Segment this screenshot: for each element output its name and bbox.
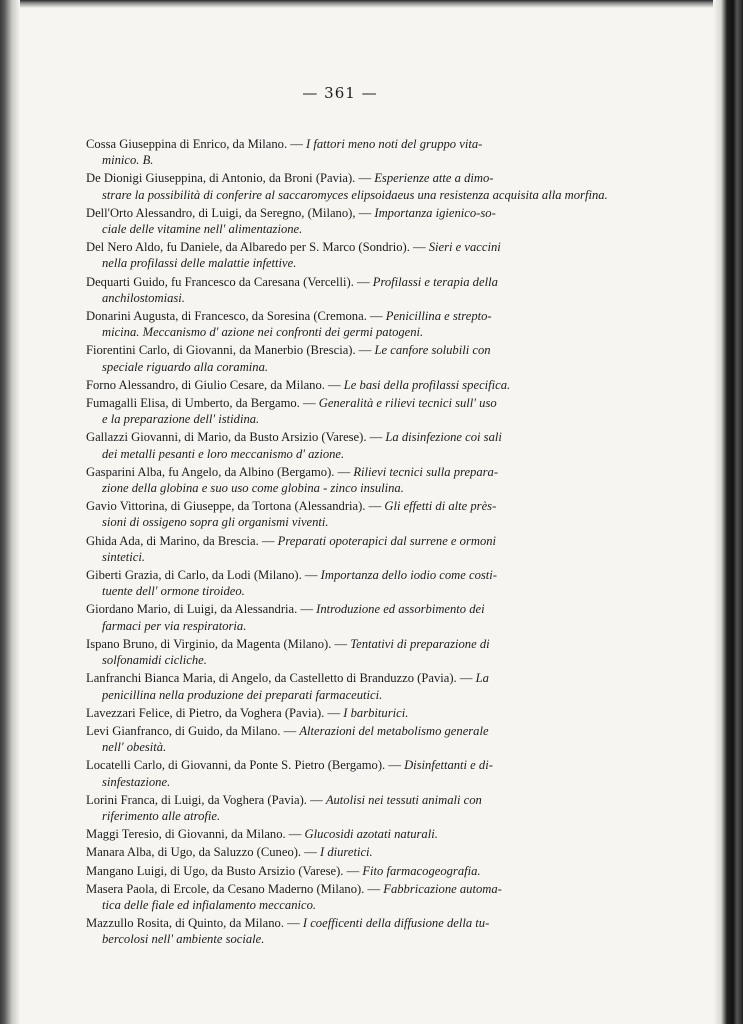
entry-author: Levi Gianfranco, di Guido, da Milano. (86, 723, 281, 738)
list-item (86, 274, 616, 306)
entry-author: Del Nero Aldo, fu Daniele, da Albaredo per S. Marco (Sondrio). (86, 240, 410, 255)
list-item (86, 136, 616, 168)
entry-separator: — (301, 568, 321, 583)
entry-author: Lorini Franca, di Luigi, da Voghera (Pavia). (86, 792, 307, 807)
entry-author: Mangano Luigi, di Ugo, da Busto Arsizio (Varese). (86, 863, 344, 878)
entry-title-continued: e la preparazione dell' istidina. (102, 412, 260, 427)
list-item (86, 342, 616, 374)
entry-title: Le canfore solubili con (374, 343, 491, 358)
entry-title: Generalità e rilievi tecnici sull' uso (318, 396, 497, 411)
entry-title: Glucosidi azotati naturali. (304, 827, 438, 842)
entry-author: Locatelli Carlo, di Giovanni, da Ponte S. Pietro (Bergamo). (86, 758, 386, 773)
entry-separator: — (364, 881, 384, 896)
entry-author: Dequarti Guido, fu Francesco da Caresana (Vercelli). (86, 274, 354, 289)
scan-edge-left (0, 0, 20, 1024)
list-item (86, 670, 616, 702)
entry-separator: — (355, 343, 375, 358)
entry-author: Fumagalli Elisa, di Umberto, da Bergamo. (86, 396, 300, 411)
entry-title: Alterazioni del metabolismo generale (299, 723, 489, 738)
entry-title-continued: riferimento alle atrofie. (102, 808, 221, 823)
entry-author: Manara Alba, di Ugo, da Saluzzo (Cuneo). (86, 845, 302, 860)
entry-separator: — (299, 396, 319, 411)
entry-title-continued: micina. Meccanismo d' azione nei confronti dei germi patogeni. (102, 325, 424, 340)
entry-author: Gallazzi Giovanni, di Mario, da Busto Arsizio (Varese). (86, 430, 367, 445)
entry-separator: — (385, 758, 405, 773)
entry-author: Giberti Grazia, di Carlo, da Lodi (Milano). (86, 568, 302, 583)
entry-title-continued: strare la possibilità di conferire al saccaromyces elipsoidaeus una resistenza acquisita alla morfina. (102, 187, 608, 202)
list-item (86, 498, 616, 530)
list-item (86, 826, 616, 842)
entry-author: Lanfranchi Bianca Maria, di Angelo, da Castelletto di Branduzzo (Pavia). (86, 671, 457, 686)
entry-title-continued: farmaci per via respiratoria. (102, 618, 247, 633)
entry-title: I fattori meno noti del gruppo vita- (306, 137, 483, 151)
entry-separator: — (365, 499, 385, 514)
entry-title: Disinfettanti e di- (404, 758, 493, 773)
list-item (86, 881, 616, 913)
entry-title: Profilassi e terapia della (372, 274, 498, 289)
entry-title: Gli effetti di alte près- (384, 499, 497, 514)
entry-title-continued: minico. B. (102, 153, 154, 168)
entry-title-continued: ciale delle vitamine nell' alimentazione. (102, 222, 303, 237)
entry-separator: — (301, 845, 320, 860)
entry-author: De Dionigi Giuseppina, di Antonio, da Broni (Pavia). (86, 171, 356, 186)
entry-separator: — (324, 705, 344, 720)
entry-title: Sieri e vaccini (428, 240, 501, 255)
list-item (86, 377, 616, 393)
entry-title: Autolisi nei tessuti animali con (325, 792, 482, 807)
entry-separator: — (355, 171, 375, 186)
entry-author: Ispano Bruno, di Virginio, da Magenta (Milano). (86, 636, 332, 651)
entry-title-continued: tuente dell' ormone tiroideo. (102, 584, 245, 599)
list-item (86, 395, 616, 427)
entry-title: Fabbricazione automa- (383, 881, 502, 896)
entry-title: La (475, 671, 489, 686)
entry-author: Donarini Augusta, di Francesco, da Soresina (Cremona. (86, 309, 367, 324)
entry-title: Tentativi di preparazione di (350, 636, 490, 651)
entry-separator: — (355, 205, 375, 220)
list-item (86, 723, 616, 755)
entry-title: Rilievi tecnici sulla prepara- (353, 464, 499, 479)
list-item (86, 308, 616, 340)
entry-author: Ghida Ada, di Marino, da Brescia. (86, 533, 259, 548)
entry-title: I coefficenti della diffusione della tu- (302, 916, 490, 931)
list-item (86, 705, 616, 721)
entry-author: Masera Paola, di Ercole, da Cesano Maderno (Milano). (86, 881, 365, 896)
entry-author: Cossa Giuseppina di Enrico, da Milano. (86, 137, 288, 151)
entry-separator: — (334, 464, 354, 479)
entry-separator: — (409, 240, 429, 255)
entry-title: Importanza dello iodio come costi- (320, 568, 497, 583)
scan-edge-right (713, 0, 743, 1024)
entry-title: Penicillina e strepto- (385, 309, 492, 324)
entry-separator: — (366, 430, 386, 445)
entry-title-continued: anchilostomiasi. (102, 290, 185, 305)
entry-separator: — (366, 309, 386, 324)
entry-author: Fiorentini Carlo, di Giovanni, da Manerbio (Brescia). (86, 343, 356, 358)
list-item (86, 844, 616, 860)
entry-author: Forno Alessandro, di Giulio Cesare, da Milano. (86, 377, 325, 392)
entry-title: La disinfezione coi sali (385, 430, 502, 445)
entry-title-continued: speciale riguardo alla coramina. (102, 359, 269, 374)
entry-separator: — (353, 274, 373, 289)
entry-author: Gasparini Alba, fu Angelo, da Albino (Bergamo). (86, 464, 335, 479)
entry-separator: — (297, 602, 317, 617)
entry-title: I barbiturici. (343, 705, 409, 720)
entry-title-continued: solfonamidi cicliche. (102, 653, 207, 668)
entry-author: Dell'Orto Alessandro, di Luigi, da Seregno, (Milano), (86, 205, 356, 220)
entry-title: Le basi della profilassi specifica. (343, 377, 511, 392)
entry-title: Esperienze atte a dimo- (374, 171, 494, 186)
list-item (86, 429, 616, 461)
entry-separator: — (285, 827, 305, 842)
entry-title-continued: nell' obesità. (102, 740, 167, 755)
list-item (86, 863, 616, 879)
entry-title-continued: bercolosi nell' ambiente sociale. (102, 932, 265, 947)
entry-title: Preparati opoterapici dal surrene e ormoni (277, 533, 497, 548)
list-item (86, 464, 616, 496)
list-item (86, 533, 616, 565)
list-item (86, 170, 616, 202)
list-item (86, 601, 616, 633)
entry-separator: — (287, 137, 307, 151)
list-item (86, 757, 616, 789)
entry-separator: — (324, 377, 344, 392)
entry-separator: — (258, 533, 278, 548)
entry-title-continued: sintetici. (102, 549, 146, 564)
entry-title-continued: penicillina nella produzione dei preparati farmaceutici. (102, 687, 383, 702)
entry-author: Gavio Vittorina, di Giuseppe, da Tortona (Alessandria). (86, 499, 366, 514)
entry-title-continued: zione della globina e suo uso come globina - zinco insulina. (102, 481, 404, 496)
entry-separator: — (343, 863, 363, 878)
entry-separator: — (456, 671, 476, 686)
entry-title: Fito farmacogeografia. (362, 863, 481, 878)
entry-title: Importanza igienico-so- (374, 205, 496, 220)
entry-separator: — (331, 636, 351, 651)
entry-author: Maggi Teresio, di Giovanni, da Milano. (86, 827, 286, 842)
entry-separator: — (280, 723, 300, 738)
entry-author: Giordano Mario, di Luigi, da Alessandria. (86, 602, 298, 617)
entry-author: Lavezzari Felice, di Pietro, da Voghera (Pavia). (86, 705, 325, 720)
entry-title-continued: dei metalli pesanti e loro meccanismo d' azione. (102, 446, 345, 461)
list-item (86, 205, 616, 237)
list-item (86, 915, 616, 947)
entry-title: I diuretici. (319, 845, 373, 860)
entry-title: Introduzione ed assorbimento dei (316, 602, 485, 617)
list-item (86, 239, 616, 271)
list-item (86, 636, 616, 668)
list-item (86, 567, 616, 599)
entry-separator: — (306, 792, 326, 807)
entry-title-continued: sinfestazione. (102, 774, 171, 789)
entry-title-continued: nella profilassi delle malattie infettive. (102, 256, 297, 271)
page-number: — 361 — (302, 84, 378, 102)
entry-separator: — (283, 916, 303, 931)
entry-author: Mazzullo Rosita, di Quinto, da Milano. (86, 916, 284, 931)
entry-title-continued: sioni di ossigeno sopra gli organismi viventi. (102, 515, 329, 530)
scan-edge-top (0, 0, 743, 8)
thesis-list (86, 136, 616, 950)
entry-title-continued: tica delle fiale ed infialamento meccanico. (102, 897, 317, 912)
list-item (86, 792, 616, 824)
